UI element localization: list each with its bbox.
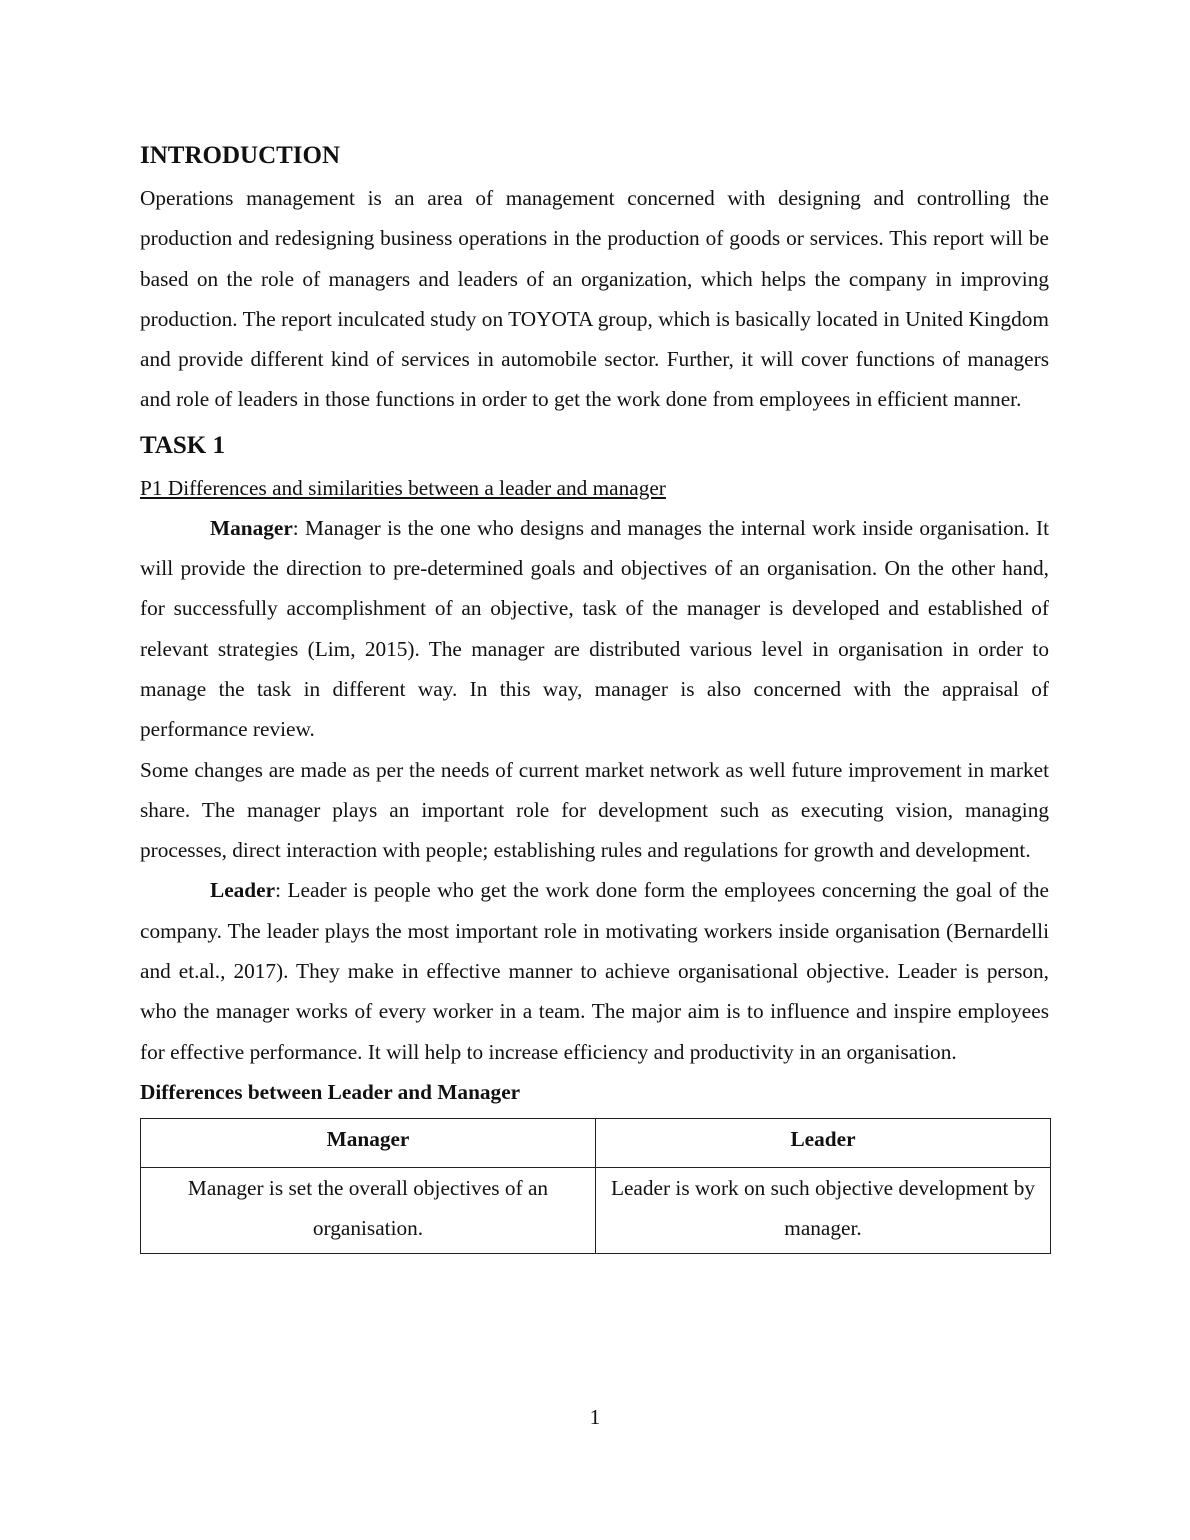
table-cell-manager: Manager is set the overall objectives of an organisation. <box>141 1167 596 1253</box>
manager-text: : Manager is the one who designs and manages the internal work inside organisation. It will provide the direction to pre-determined goals and objectives of an organisation. On the other hand, for successfully accomplishment of an objective, task of the manager is developed and established of relevant strategies (Lim, 2015). The manager are distributed various level in organisation in order to manage the task in different way. In this way, manager is also concerned with the appraisal of performance review. <box>140 515 1049 742</box>
table-header-manager: Manager <box>141 1118 596 1167</box>
differences-table <box>140 1118 1051 1254</box>
table-row <box>141 1167 1051 1253</box>
introduction-paragraph: Operations management is an area of management concerned with designing and controlling the production and redesigning business operations in the production of goods or services. This report will be based on the role of managers and leaders of an organization, which helps the company in improving production. The report inculcated study on TOYOTA group, which is basically located in United Kingdom and provide different kind of services in automobile sector. Further, it will cover functions of managers and role of leaders in those functions in order to get the work done from employees in efficient manner. <box>140 186 1049 412</box>
leader-text: : Leader is people who get the work done form the employees concerning the goal of the company. The leader plays the most important role in motivating workers inside organisation (Bernardelli and et.al., 2017). They make in effective manner to achieve organisational objective. Leader is person, who the manager works of every worker in a team. The major aim is to influence and inspire employees for effective performance. It will help to increase efficiency and productivity in an organisation. <box>140 878 1049 1064</box>
changes-paragraph: Some changes are made as per the needs of current market network as well future improvement in market share. The manager plays an important role for development such as executing vision, managing processes, direct interaction with people; establishing rules and regulations for growth and development. <box>140 757 1049 863</box>
manager-paragraph <box>140 508 1049 750</box>
differences-title: Differences between Leader and Manager <box>140 1079 521 1104</box>
table-header-leader: Leader <box>596 1118 1051 1167</box>
document-page <box>140 138 1049 1254</box>
leader-paragraph <box>140 870 1049 1071</box>
manager-label: Manager <box>210 515 293 540</box>
introduction-heading: INTRODUCTION <box>140 142 341 169</box>
table-header-row <box>141 1118 1051 1167</box>
leader-label: Leader <box>210 878 276 903</box>
table-cell-leader: Leader is work on such objective development by manager. <box>596 1167 1051 1253</box>
page-number: 1 <box>589 1405 601 1429</box>
task1-heading: TASK 1 <box>140 431 225 459</box>
p1-subheading: P1 Differences and similarities between a leader and manager <box>140 475 666 500</box>
